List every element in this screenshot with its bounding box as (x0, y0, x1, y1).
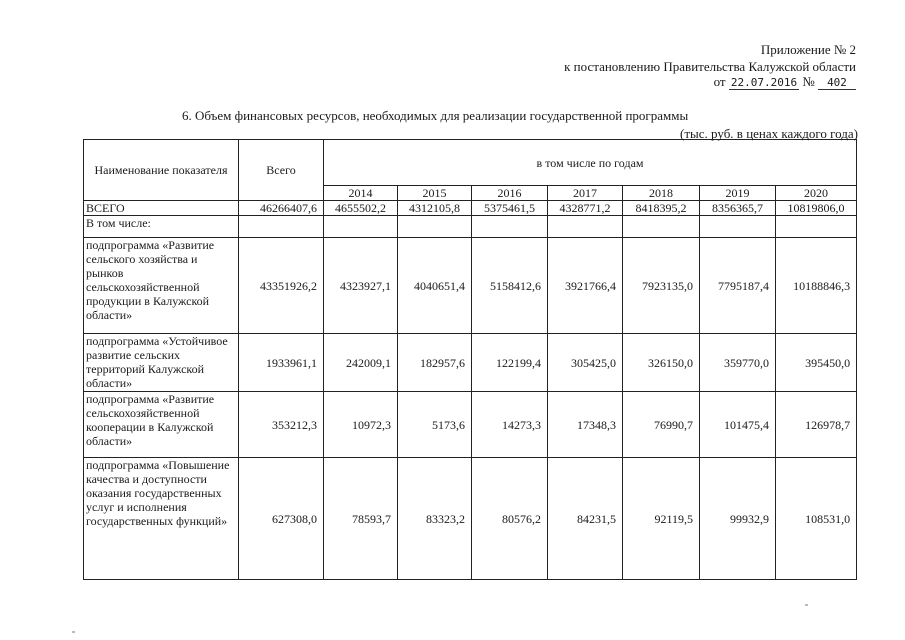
total-row-value-2018: 8418395,2 (623, 201, 700, 216)
year-header-2019: 2019 (700, 186, 776, 201)
subprogram-value-2017: 84231,5 (548, 458, 623, 580)
total-row-value-2019: 8356365,7 (700, 201, 776, 216)
resolution-number: 402 (818, 76, 856, 90)
subprogram-value-2016: 122199,4 (472, 334, 548, 392)
subprogram-value-2018: 76990,7 (623, 392, 700, 458)
subprogram-name: подпрограмма «Повышение качества и доступности оказания государственных услуг и исполнения государственных функций» (84, 458, 239, 580)
subprogram-value-2016: 80576,2 (472, 458, 548, 580)
total-row-value-2014: 4655502,2 (324, 201, 398, 216)
total-row-value-2015: 4312105,8 (398, 201, 472, 216)
column-header-total: Всего (239, 140, 324, 201)
subprogram-total: 627308,0 (239, 458, 324, 580)
table-row (84, 238, 857, 334)
including-label: В том числе: (84, 216, 239, 238)
subprogram-value-2014: 242009,1 (324, 334, 398, 392)
financial-resources-table (83, 139, 857, 580)
column-header-years-group: в том числе по годам (324, 140, 857, 186)
subprogram-value-2014: 10972,3 (324, 392, 398, 458)
total-row-value-2020: 10819806,0 (776, 201, 857, 216)
resolution-date-line (714, 74, 856, 90)
subprogram-total: 1933961,1 (239, 334, 324, 392)
subprogram-value-2019: 99932,9 (700, 458, 776, 580)
subprogram-name: подпрограмма «Устойчивое развитие сельских территорий Калужской области» (84, 334, 239, 392)
total-row-value-2016: 5375461,5 (472, 201, 548, 216)
subprogram-value-2014: 4323927,1 (324, 238, 398, 334)
total-row-value-2017: 4328771,2 (548, 201, 623, 216)
total-row-sum: 46266407,6 (239, 201, 324, 216)
subprogram-value-2018: 92119,5 (623, 458, 700, 580)
subprogram-value-2019: 7795187,4 (700, 238, 776, 334)
subprogram-value-2014: 78593,7 (324, 458, 398, 580)
subprogram-value-2015: 4040651,4 (398, 238, 472, 334)
subprogram-value-2016: 14273,3 (472, 392, 548, 458)
number-prefix: № (802, 74, 815, 89)
subprogram-value-2018: 326150,0 (623, 334, 700, 392)
subprogram-value-2017: 17348,3 (548, 392, 623, 458)
subprogram-value-2015: 182957,6 (398, 334, 472, 392)
table-row (84, 334, 857, 392)
subprogram-value-2020: 10188846,3 (776, 238, 857, 334)
subprogram-value-2015: 5173,6 (398, 392, 472, 458)
subprogram-value-2017: 305425,0 (548, 334, 623, 392)
subprogram-value-2019: 101475,4 (700, 392, 776, 458)
subprogram-value-2020: 126978,7 (776, 392, 857, 458)
table-row (84, 458, 857, 580)
units-note: (тыс. руб. в ценах каждого года) (680, 126, 858, 141)
year-header-2015: 2015 (398, 186, 472, 201)
resolution-reference: к постановлению Правительства Калужской области (564, 59, 856, 74)
appendix-number: Приложение № 2 (760, 42, 856, 57)
column-header-name: Наименование показателя (84, 140, 239, 201)
subprogram-value-2015: 83323,2 (398, 458, 472, 580)
year-header-2016: 2016 (472, 186, 548, 201)
year-header-2017: 2017 (548, 186, 623, 201)
year-header-2018: 2018 (623, 186, 700, 201)
resolution-date: 22.07.2016 (730, 76, 798, 89)
year-header-2020: 2020 (776, 186, 857, 201)
subprogram-value-2019: 359770,0 (700, 334, 776, 392)
subprogram-value-2016: 5158412,6 (472, 238, 548, 334)
document-title: 6. Объем финансовых ресурсов, необходимых для реализации государственной программы (182, 108, 689, 123)
subprogram-value-2020: 108531,0 (776, 458, 857, 580)
subprogram-value-2018: 7923135,0 (623, 238, 700, 334)
year-header-2014: 2014 (324, 186, 398, 201)
subprogram-value-2017: 3921766,4 (548, 238, 623, 334)
subprogram-total: 43351926,2 (239, 238, 324, 334)
subprogram-name: подпрограмма «Развитие сельскохозяйственной кооперации в Калужской области» (84, 392, 239, 458)
table-row (84, 392, 857, 458)
total-row-label: ВСЕГО (84, 201, 239, 216)
subprogram-name: подпрограмма «Развитие сельского хозяйства и рынков сельскохозяйственной продукции в Калужской области» (84, 238, 239, 334)
date-prefix: от (713, 74, 726, 89)
subprogram-total: 353212,3 (239, 392, 324, 458)
subprogram-value-2020: 395450,0 (776, 334, 857, 392)
